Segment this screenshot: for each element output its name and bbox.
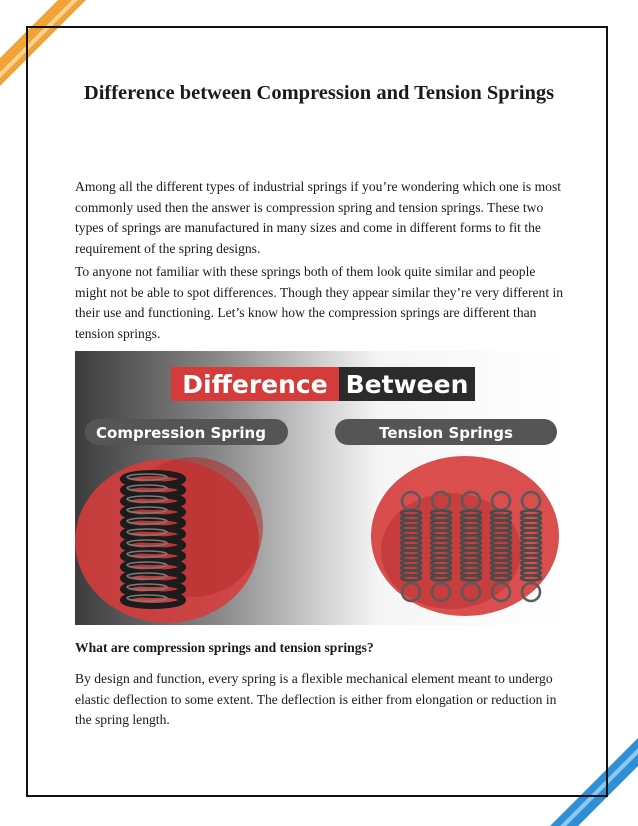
pill-compression-label: Compression Spring: [96, 424, 266, 442]
pill-tension-label: Tension Springs: [379, 424, 513, 442]
section-subheading: What are compression springs and tension springs?: [75, 640, 374, 655]
banner-word-right: Between: [345, 370, 469, 399]
third-paragraph: By design and function, every spring is a flexible mechanical element meant to undergo elastic deflection to some extent. The deflection is either from elongation or reduction in the spring length.: [75, 671, 557, 727]
comparison-banner-image: [75, 351, 565, 625]
document-title: Difference between Compression and Tension Springs: [83, 82, 555, 104]
banner-word-left: Difference: [182, 370, 328, 399]
compression-spring-icon: [123, 473, 183, 606]
intro-paragraph: Among all the different types of industrial springs if you’re wondering which one is most commonly used then the answer is compression spring and tension springs. These two types of springs are manufactured in many sizes and come in different forms to fit the requirement of the spring designs.: [75, 179, 562, 256]
second-paragraph: To anyone not familiar with these springs both of them look quite similar and people might not be able to spot differences. Though they appear similar they’re very different in their use and functioning. Let’s know how the compression springs are different than tension springs.: [75, 264, 564, 341]
